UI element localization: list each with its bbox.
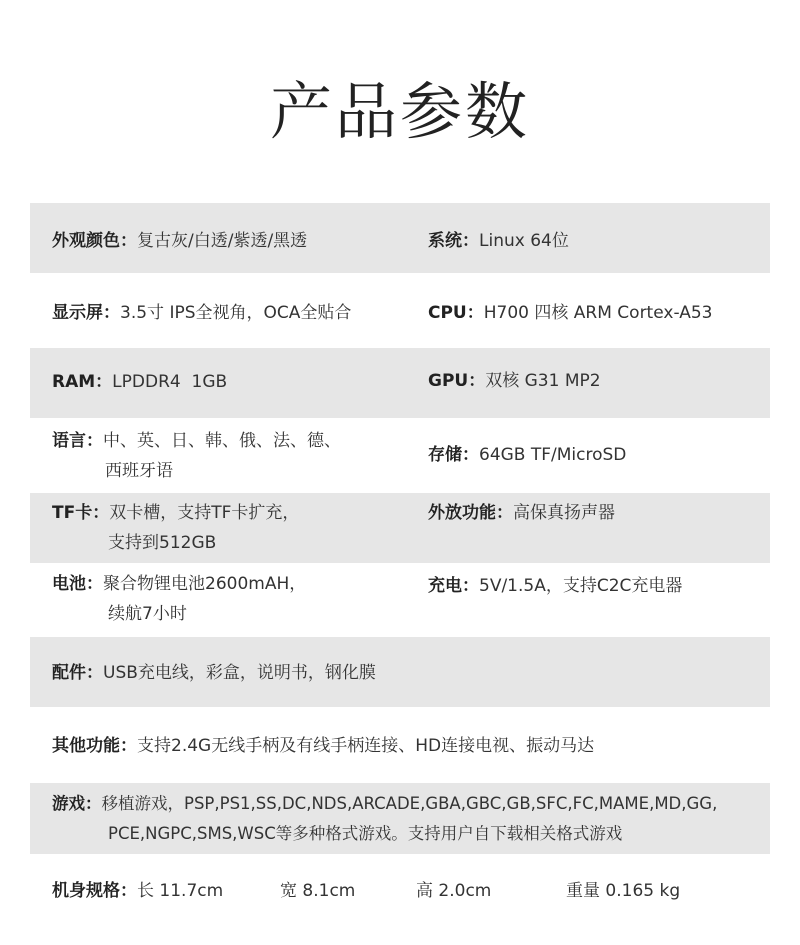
spec-value: USB充电线，彩盒，说明书，钢化膜	[103, 663, 376, 683]
spec-screen	[52, 298, 351, 328]
spec-value: H700 四核 ARM Cortex-A53	[483, 303, 713, 323]
spec-value: 移植游戏，PSP,PS1,SS,DC,NDS,ARCADE,GBA,GBC,GB,SFC,FC,MAME,MD,GG,	[101, 794, 718, 813]
spec-value: 双卡槽，支持TF卡扩充，	[109, 503, 300, 523]
spec-label: 游戏：	[52, 794, 102, 813]
spec-label: 配件：	[52, 663, 103, 683]
spec-value: 复古灰/白透/紫透/黑透	[137, 231, 308, 251]
spec-language	[52, 426, 341, 456]
size-weight: 重量 0.165 kg	[566, 881, 681, 901]
spec-label: 系统：	[428, 231, 479, 251]
spec-value: Linux 64位	[479, 231, 569, 251]
spec-label: 电池：	[52, 574, 103, 594]
spec-cpu	[428, 298, 712, 328]
spec-color	[52, 226, 307, 256]
spec-value: 双核 G31 MP2	[485, 371, 601, 391]
spec-value-cont: 西班牙语	[105, 461, 173, 481]
spec-value: 3.5寸 IPS全视角，OCA全贴合	[120, 303, 352, 323]
spec-value: 5V/1.5A，支持C2C充电器	[479, 576, 683, 596]
spec-value: 聚合物锂电池2600mAH，	[103, 574, 307, 594]
spec-value-cont: 支持到512GB	[108, 533, 217, 553]
spec-other	[52, 731, 594, 761]
spec-label: 外放功能：	[428, 503, 513, 523]
spec-value: 中、英、日、韩、俄、法、德、	[103, 431, 341, 451]
spec-size	[52, 876, 223, 906]
spec-value-cont: PCE,NGPC,SMS,WSC等多种格式游戏。支持用户自下载相关格式游戏	[108, 824, 623, 843]
spec-label: 语言：	[52, 431, 103, 451]
page-title: 产品参数	[269, 75, 530, 148]
spec-value-cont: 续航7小时	[108, 604, 187, 624]
spec-label: 显示屏：	[52, 303, 120, 323]
spec-tf	[52, 498, 299, 528]
spec-speaker	[428, 498, 615, 528]
spec-value: 支持2.4G无线手柄及有线手柄连接、HD连接电视、振动马达	[137, 736, 595, 756]
spec-system	[428, 226, 569, 256]
spec-gpu	[428, 366, 601, 396]
spec-label: RAM：	[52, 372, 113, 392]
spec-games	[52, 789, 717, 819]
spec-value: 64GB TF/MicroSD	[479, 445, 627, 465]
spec-charge	[428, 571, 682, 601]
spec-label: 外观颜色：	[52, 231, 137, 251]
spec-ram	[52, 367, 227, 397]
spec-label: GPU：	[428, 371, 486, 391]
spec-value: LPDDR4 1GB	[112, 372, 228, 392]
spec-label: 存储：	[428, 445, 479, 465]
size-length: 长 11.7cm	[137, 881, 224, 901]
spec-label: CPU：	[428, 303, 484, 323]
spec-storage	[428, 440, 626, 470]
spec-label: TF卡：	[52, 503, 110, 523]
spec-label: 其他功能：	[52, 736, 137, 756]
spec-accessory	[52, 658, 376, 688]
spec-value: 高保真扬声器	[513, 503, 615, 523]
spec-battery	[52, 569, 306, 599]
spec-label: 机身规格：	[52, 881, 137, 901]
size-height: 高 2.0cm	[416, 881, 492, 901]
spec-label: 充电：	[428, 576, 479, 596]
size-width: 宽 8.1cm	[280, 881, 356, 901]
